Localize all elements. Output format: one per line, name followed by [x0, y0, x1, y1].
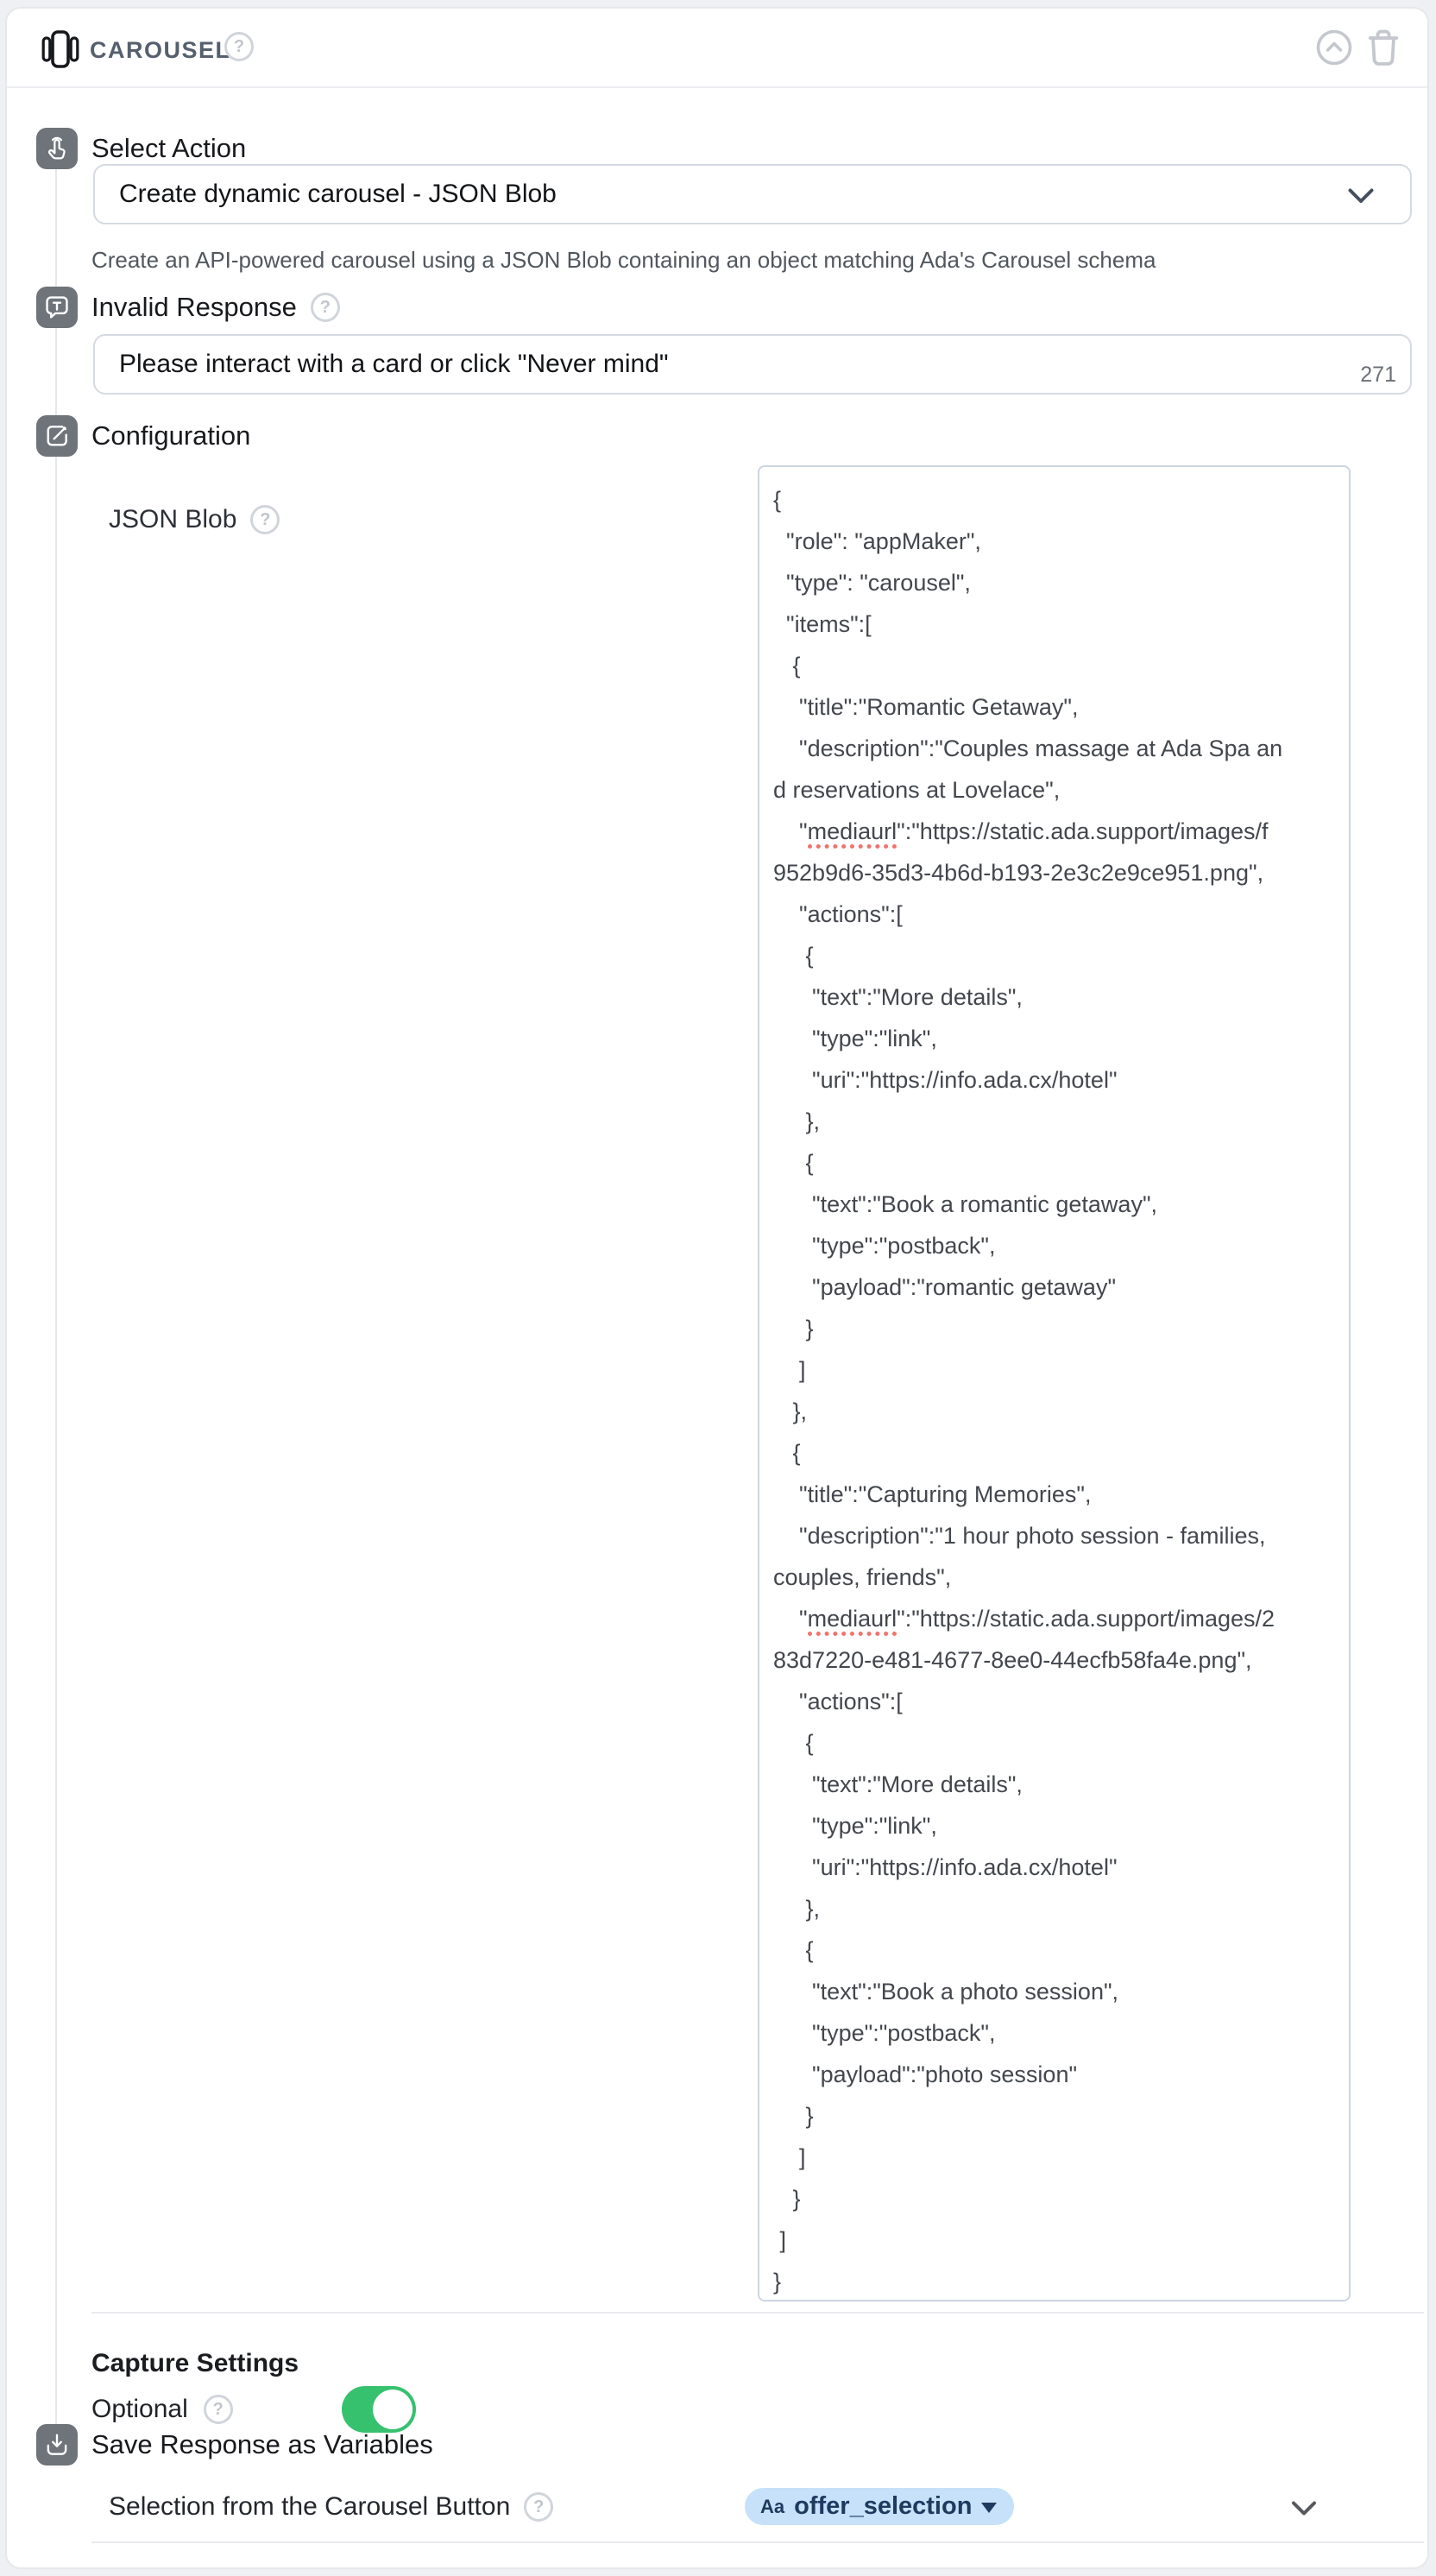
selection-row-chevron-icon[interactable]: [1291, 2500, 1317, 2522]
select-action-label: [91, 128, 246, 169]
selection-field-label: [109, 2488, 553, 2526]
connector-line: [55, 328, 57, 415]
configuration-icon: [36, 415, 78, 457]
connector-line: [55, 457, 57, 2424]
selection-field-label-text: Selection from the Carousel Button: [109, 2492, 511, 2521]
text-bubble-icon: [43, 294, 71, 321]
char-count: 271: [1360, 363, 1396, 387]
json-blob-help-icon[interactable]: ?: [250, 505, 280, 534]
footer-divider: [91, 2541, 1424, 2543]
save-download-icon: [43, 2431, 71, 2459]
invalid-response-help-icon[interactable]: ?: [311, 293, 340, 322]
variable-chip-offer-selection[interactable]: [745, 2488, 1014, 2525]
json-blob-textarea[interactable]: { "role": "appMaker", "type": "carousel", "items":[ { "title":"Romantic Getaway", "description":"Couples massage at Ada Spa an d reservations at Lovelace", "mediaurl":"https://static.ada.support/images/f 952b9d6-35d3-4b6d-b193-2e3c2e9ce951.png", "actions":[ { "text":"More details", "type":"link", "uri":"https://info.ada.cx/hotel" }, { "text":"Book a romantic getaway", "type":"postback", "payload":"romantic getaway" } ] }, { "title":"Capturing Memories", "description":"1 hour photo session - families, couples, friends", "mediaurl":"https://static.ada.support/images/2 83d7220-e481-4677-8ee0-44ecfb58fa4e.png", "actions":[ { "text":"More details", "type":"link", "uri":"https://info.ada.cx/hotel" }, { "text":"Book a photo session", "type":"postback", "payload":"photo session" } ] } ] }: [758, 465, 1351, 2301]
select-action-label-text: Select Action: [91, 133, 247, 163]
select-action-icon: [36, 128, 78, 169]
collapse-block-button[interactable]: [1315, 28, 1353, 71]
block-header: [7, 9, 1427, 88]
invalid-response-input[interactable]: [93, 334, 1412, 395]
selection-help-icon[interactable]: ?: [524, 2492, 553, 2522]
chevron-down-icon: [1348, 188, 1374, 208]
save-response-label: [91, 2424, 433, 2466]
block-title: CAROUSEL: [90, 36, 231, 63]
json-blob-label-text: JSON Blob: [109, 505, 237, 534]
invalid-response-icon: [36, 287, 78, 328]
invalid-response-value: Please interact with a card or click "Never mind": [119, 350, 669, 378]
optional-help-icon[interactable]: ?: [204, 2395, 233, 2424]
capture-settings-label: Capture Settings: [91, 2349, 299, 2377]
carousel-block-card: [5, 7, 1429, 2569]
connector-line: [55, 169, 57, 287]
save-response-label-text: Save Response as Variables: [91, 2429, 433, 2459]
save-response-icon: [36, 2424, 78, 2466]
section-divider: [91, 2312, 1424, 2314]
carousel-block-icon: [41, 29, 79, 73]
select-action-dropdown[interactable]: [93, 164, 1412, 224]
tap-gesture-icon: [43, 135, 71, 162]
edit-square-icon: [43, 422, 71, 450]
invalid-response-label-text: Invalid Response: [91, 292, 297, 322]
variable-name: offer_selection: [794, 2492, 973, 2520]
chip-caret-icon: [981, 2503, 997, 2513]
select-action-value: Create dynamic carousel - JSON Blob: [119, 180, 557, 208]
variable-type-badge: Aa: [760, 2495, 785, 2517]
select-action-helper: Create an API-powered carousel using a JSON Blob containing an object matching Ada's Carousel schema: [91, 247, 1156, 273]
block-help-icon[interactable]: ?: [224, 32, 254, 61]
invalid-response-label: [91, 287, 340, 328]
configuration-label-text: Configuration: [91, 420, 251, 451]
delete-block-button[interactable]: [1367, 28, 1400, 71]
json-blob-label: [109, 501, 280, 539]
configuration-label: [91, 415, 250, 457]
optional-label: Optional: [91, 2395, 188, 2423]
